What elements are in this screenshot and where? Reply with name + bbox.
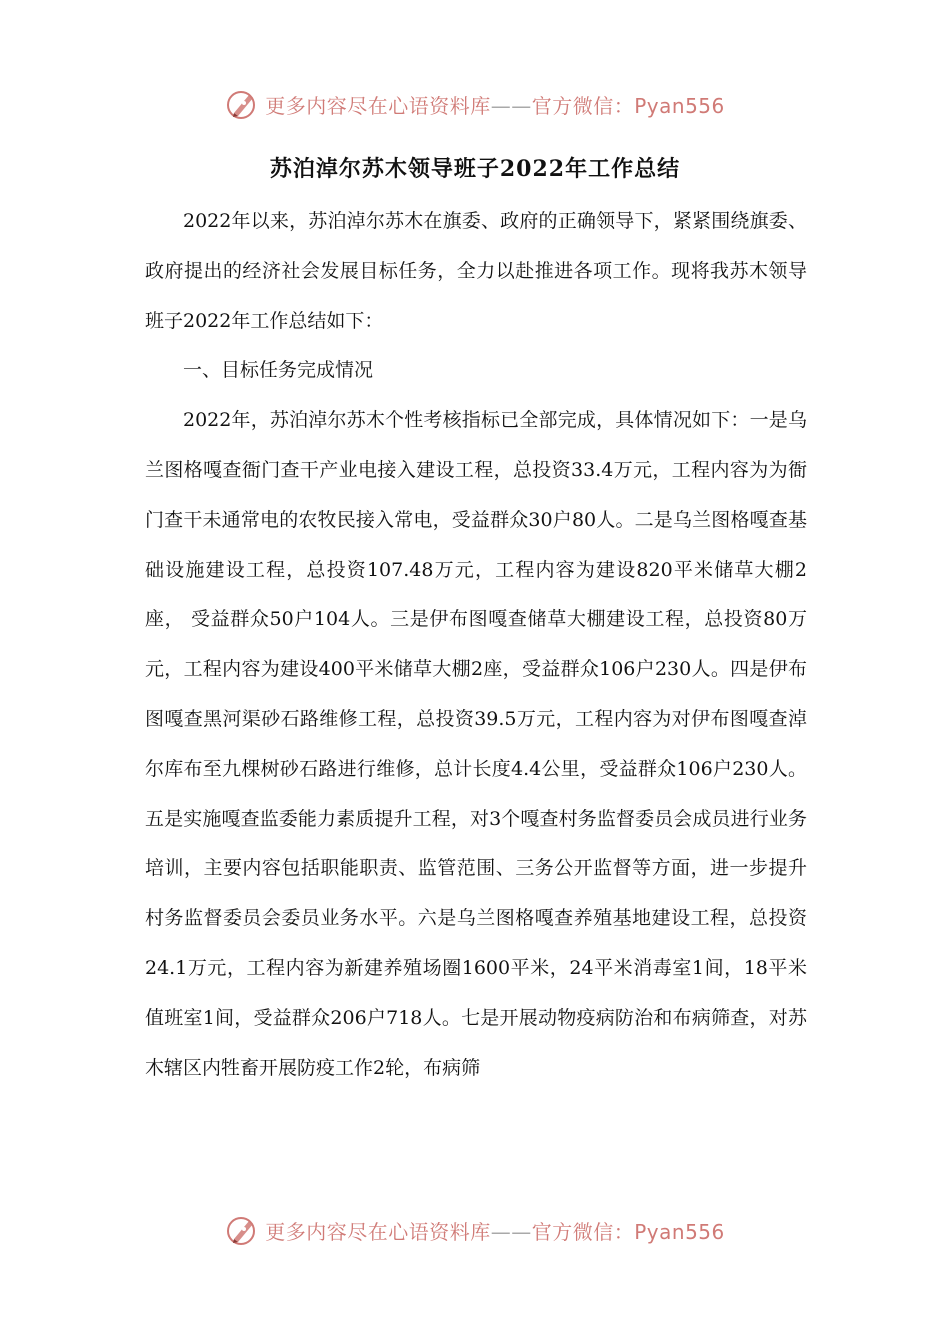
paragraph-targets: 2022年，苏泊淖尔苏木个性考核指标已全部完成，具体情况如下：一是乌兰图格嘎查衙门查干产业电接入建设工程，总投资33.4万元，工程内容为为衙门查干未通常电的农牧民接入常电，受益群众30户80人。二是乌兰图格嘎查基础设施建设工程，总投资107.48万元，工程内容为建设820平米储草大棚2座， 受益群众50户104人。三是伊布图嘎查储草大棚建设工程，总投资80万元，工程内容为建设400平米储草大棚2座，受益群众106户230人。四是伊布图嘎查黑河渠砂石路维修工程，总投资39.5万元，工程内容为对伊布图嘎查淖尔库布至九棵树砂石路进行维修，总计长度4.4公里，受益群众106户230人。五是实施嘎查监委能力素质提升工程，对3个嘎查村务监督委员会成员进行业务培训，主要内容包括职能职责、监管范围、三务公开监督等方面，进一步提升村务监督委员会委员业务水平。六是乌兰图格嘎查养殖基地建设工程，总投资24.1万元，工程内容为新建养殖场圈1600平米，24平米消毒室1间，18平米值班室1间，受益群众206户718人。七是开展动物疫病防治和布病筛查，对苏木辖区内牲畜开展防疫工作2轮，布病筛 [145, 409, 807, 1079]
section-heading-1: 一、目标任务完成情况 [183, 359, 374, 382]
paragraph-intro: 2022年以来，苏泊淖尔苏木在旗委、政府的正确领导下，紧紧围绕旗委、政府提出的经济社会发展目标任务，全力以赴推进各项工作。现将我苏木领导班子2022年工作总结如下： [145, 210, 807, 332]
header-watermark [0, 84, 950, 124]
watermark-wechat-id: Pyan556 [634, 1219, 725, 1244]
watermark-text [265, 90, 725, 119]
pen-circle-logo-icon [225, 1213, 259, 1247]
footer-watermark [0, 1210, 950, 1250]
watermark-main-text: 更多内容尽在心语资料库 [265, 1219, 491, 1244]
watermark-separator: —— [490, 93, 532, 118]
pen-circle-logo-icon [225, 87, 259, 121]
document-title: 苏泊淖尔苏木领导班子2022年工作总结 [269, 156, 681, 182]
watermark-separator: —— [490, 1219, 532, 1244]
watermark-wechat-id: Pyan556 [634, 93, 725, 118]
document-body [145, 197, 807, 1093]
watermark-main-text: 更多内容尽在心语资料库 [265, 93, 491, 118]
watermark-label: 官方微信： [531, 93, 635, 118]
watermark-label: 官方微信： [531, 1219, 635, 1244]
watermark-text [265, 1216, 725, 1245]
